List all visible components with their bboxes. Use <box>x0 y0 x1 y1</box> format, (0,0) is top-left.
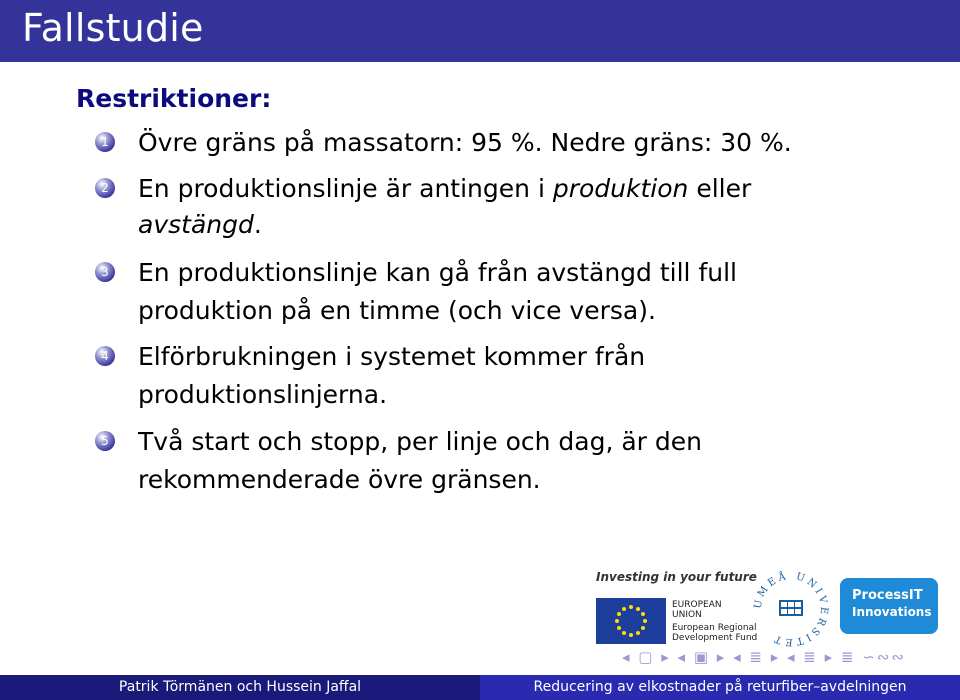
item-number-badge: 5 <box>95 431 115 451</box>
title-bar <box>0 0 960 62</box>
footer <box>0 675 960 700</box>
investing-future-label: Investing in your future <box>596 570 757 584</box>
item-number-badge: 2 <box>95 178 115 198</box>
beamer-navigation-icons[interactable]: ◂ ▢ ▸ ◂ ▣ ▸ ◂ ≣ ▸ ◂ ≣ ▸ ≣ ∽∾∾ <box>622 648 906 666</box>
list-item <box>95 421 855 505</box>
footer-talk-title: Reducering av elkostnader på returfiber–avdelningen <box>480 675 960 700</box>
item-text: Två start och stopp, per linje och dag, är den rekommenderade övre gränsen. <box>138 427 703 494</box>
list-item <box>95 336 855 420</box>
list-item <box>95 252 855 336</box>
footer-authors: Patrik Törmänen och Hussein Jaffal <box>0 675 480 700</box>
item-text: Övre gräns på massatorn: 95 %. Nedre gräns: 30 %. <box>138 128 792 157</box>
list-item <box>95 122 855 164</box>
item-text: Elförbrukningen i systemet kommer från produktionslinjerna. <box>138 342 646 409</box>
item-number-badge: 4 <box>95 346 115 366</box>
item-number-badge: 3 <box>95 262 115 282</box>
list-item <box>95 168 855 252</box>
item-text: En produktionslinje är antingen i produktion eller avstängd. <box>138 174 752 239</box>
svg-text:UMEÅ UNIVERSITET: UMEÅ UNIVERSITET <box>752 570 830 648</box>
processit-logo: ProcessIT Innovations <box>840 578 938 634</box>
eu-flag-logo <box>596 598 666 644</box>
slide-title: Fallstudie <box>22 6 204 50</box>
section-heading: Restriktioner: <box>76 84 272 113</box>
eu-fund-text: EUROPEAN UNION European Regional Development Fund <box>672 600 758 643</box>
item-text: En produktionslinje kan gå från avstängd till full produktion på en timme (och vice versa). <box>138 258 737 325</box>
umea-university-logo <box>752 570 830 648</box>
item-number-badge: 1 <box>95 132 115 152</box>
